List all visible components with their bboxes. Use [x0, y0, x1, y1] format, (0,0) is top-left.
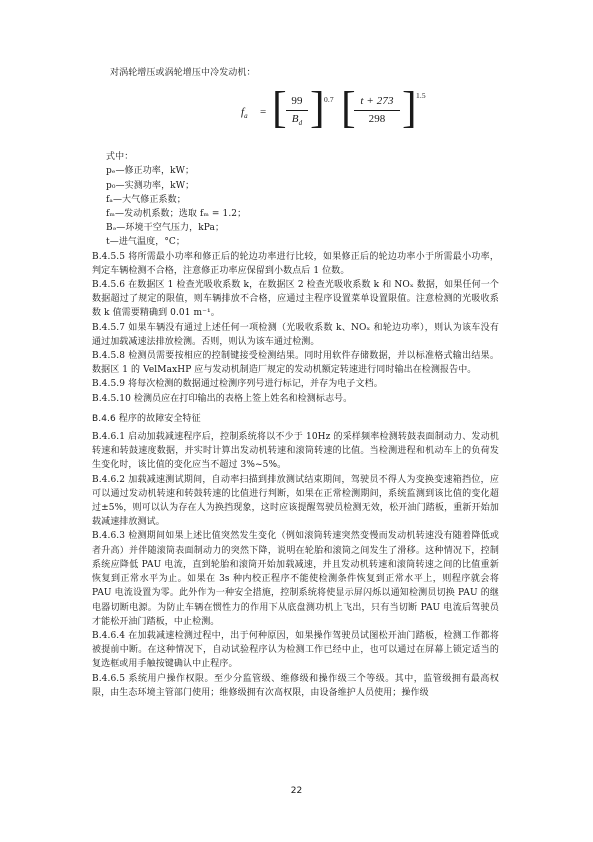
definition-item: fₘ—发动机系数；选取 fₘ = 1.2；: [106, 209, 247, 220]
formula-lhs: $f_a$: [241, 106, 248, 121]
paragraph: B.4.5.9 将每次检测的数据通过检测序列号进行标记，并存为电子文档。: [92, 379, 383, 390]
definition-item: fₐ—大气修正系数；: [106, 194, 186, 205]
fraction-2-denominator: 298: [368, 113, 386, 126]
section-heading: B.4.6 程序的故障安全特征: [92, 413, 201, 424]
fraction-2-numerator: t + 273: [360, 95, 394, 108]
bracket-right-1: ]: [310, 83, 325, 133]
paragraph: B.4.6.2 加载减速测试期间，自动率扫描到排放测试结束期间，驾驶员不得人为变换变速箱挡位，应可以通过发动机转速和转鼓转速的比值进行判断，如果在正常检测期间，系统监测到该比值的变化超过±5%，则可以认为存在人为换挡现象，这时应该提醒驾驶员检测无效，松开油门踏板，重新开始加载减速排放测试。: [92, 474, 499, 528]
fraction-1-numerator: 99: [291, 95, 303, 108]
bracket-left-1: [: [272, 83, 287, 133]
exponent-1: 0.7: [324, 95, 334, 105]
fraction-2: [354, 95, 400, 126]
paragraph: B.4.6.3 检测期间如果上述比值突然发生变化（例如滚筒转速突然变慢而发动机转速没有随着降低或者升高）并伴随滚筒表面制动力的突然下降，说明在轮胎和滚筒之间发生了滑移。这种情况下，控制系统应降低 PAU 电流，直到轮胎和滚筒开始加载减速，并且发动机转速和滚筒转速之间的比值重新恢复到正常水平为止。如果在 3s 种内校正程序不能使检测条件恢复到正常水平上，则程序就会将 PAU 电流设置为零。此外作为一种安全措施，控制系统将使显示屏闪烁以通知检测员切换 PAU 的继电器切断电源。为防止车辆在惯性力的作用下从底盘测功机上飞出，只有当切断 PAU 电流后驾驶员才能松开油门踏板，中止检测。: [92, 531, 499, 627]
fraction-1-denominator: $B_d$: [291, 113, 303, 128]
paragraph: B.4.5.7 如果车辆没有通过上述任何一项检测（光吸收系数 k、NOₓ 和轮边功率），则认为该车没有通过加载减速法排放检测。否则，则认为该车通过检测。: [92, 322, 499, 347]
definition-item: pₑ—修正功率，kW；: [106, 166, 195, 177]
page-number: 22: [290, 786, 303, 796]
definition-item: Bₔ—环境干空气压力，kPa；: [106, 223, 225, 234]
paragraph: B.4.5.6 在数据区 1 检查光吸收系数 k，在数据区 2 检查光吸收系数 k 和 NOₓ 数据，如果任何一个数据超过了规定的限值，则车辆排放不合格，应通过主程序设置菜单设置限值。注意检测的光吸收系数 k 值需要精确到 0.01 m⁻¹。: [92, 280, 499, 319]
paragraph: B.4.5.5 将所需最小功率和修正后的轮边功率进行比较，如果修正后的轮边功率小于所需最小功率，判定车辆检测不合格，注意修正功率应保留到小数点后 1 位数。: [92, 251, 499, 276]
paragraph: B.4.6.1 启动加载减速程序后，控制系统将以不少于 10Hz 的采样频率检测转鼓表面制动力、发动机转速和转鼓速度数据，并实时计算出发动机转速和滚筒转速的比值。当检测进程和机动车上的负荷发生变化时，该比值的变化应当不超过 3%~5%。: [92, 432, 499, 471]
paragraph: B.4.5.8 检测员需要按相应的控制键接受检测结果。同时用软件存储数据，并以标准格式输出结果。数据区 1 的 VelMaxHP 应与发动机制造厂规定的发动机额定转速进行同时输出在检测报告中。: [92, 351, 499, 376]
bracket-right-2: ]: [402, 83, 417, 133]
correction-formula: [92, 80, 499, 150]
definition-list: [92, 164, 499, 249]
paragraph: B.4.6.5 系统用户操作权限。至少分监管级、维修级和操作级三个等级。其中，监管级拥有最高权限，由生态环境主管部门使用；维修级拥有次高权限，由设备维护人员使用；操作级: [92, 673, 499, 698]
exponent-2: 1.5: [416, 91, 426, 101]
paragraph: B.4.6.4 在加载减速检测过程中，出于何种原因，如果操作驾驶员试图松开油门踏板，检测工作都将被提前中断。在这种情况下，自动试验程序认为检测工作已经中止，也可以通过在屏幕上锁定适当的复选框或用手触按键确认中止程序。: [92, 630, 499, 670]
definition-item: t—进气温度，°C；: [106, 237, 186, 248]
definition-item: p₀—实测功率，kW；: [106, 180, 195, 191]
paragraph: B.4.5.10 检测员应在打印输出的表格上签上姓名和检测标志号。: [92, 393, 353, 404]
bracket-left-2: [: [341, 83, 356, 133]
where-label: 式中：: [106, 152, 134, 163]
page-content: [92, 66, 499, 700]
fraction-1: [286, 95, 308, 130]
intro-line: 对涡轮增压或涡轮增压中冷发动机：: [110, 68, 256, 78]
formula-equals: =: [260, 106, 267, 119]
